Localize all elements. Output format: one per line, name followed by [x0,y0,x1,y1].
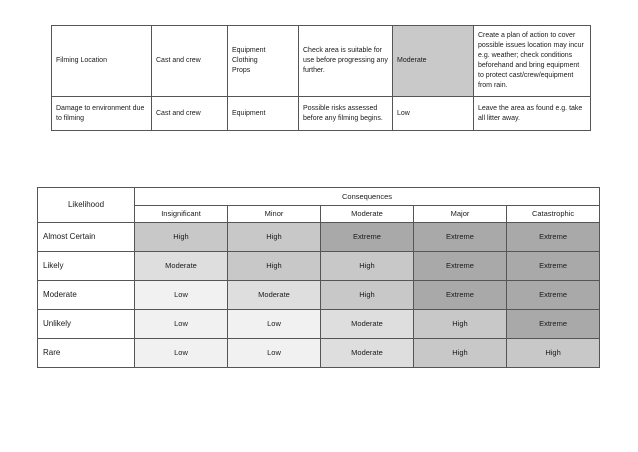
hazard-cell: Damage to environment due to filming [52,97,152,131]
risk-level-cell: Moderate [321,339,414,368]
what-item: Equipment [232,109,266,117]
who-affected-cell: Cast and crew [152,26,228,97]
risk-level-cell: High [135,223,228,252]
what-affected-cell [228,97,299,131]
consequence-label: Insignificant [135,206,228,223]
risk-matrix [37,187,600,368]
matrix-row [38,310,600,339]
risk-level-cell: Extreme [321,223,414,252]
matrix-row [38,252,600,281]
consequence-label: Catastrophic [507,206,600,223]
consequences-header: Consequences [135,188,600,206]
risk-level-cell: High [228,223,321,252]
likelihood-header: Likelihood [38,188,135,223]
risk-level-cell: High [321,252,414,281]
risk-level-cell: Low [135,310,228,339]
risk-level-cell: Extreme [507,281,600,310]
consequence-label: Minor [228,206,321,223]
control-measure-cell: Possible risks assessed before any filming begins. [299,97,393,131]
risk-level-cell: Extreme [507,310,600,339]
consequence-label: Major [414,206,507,223]
action-cell: Leave the area as found e.g. take all litter away. [474,97,591,131]
risk-level-cell: High [321,281,414,310]
consequence-label: Moderate [321,206,414,223]
risk-level-cell: Low [228,339,321,368]
risk-level-cell: High [228,252,321,281]
control-measure-cell: Check area is suitable for use before progressing any further. [299,26,393,97]
likelihood-label: Likely [38,252,135,281]
matrix-header-row [38,188,600,206]
what-item: Props [232,67,251,74]
what-affected-cell [228,26,299,97]
risk-row-environment-damage [52,97,591,131]
risk-level-cell: Extreme [507,223,600,252]
risk-level-cell: Moderate [321,310,414,339]
likelihood-label: Rare [38,339,135,368]
likelihood-label: Almost Certain [38,223,135,252]
risk-level-cell: High [414,339,507,368]
matrix-row [38,281,600,310]
likelihood-label: Moderate [38,281,135,310]
who-affected-cell: Cast and crew [152,97,228,131]
risk-level-cell: Extreme [414,252,507,281]
risk-assessment-table [51,25,591,131]
matrix-row [38,339,600,368]
risk-level-cell: Moderate [228,281,321,310]
risk-level-cell: Extreme [507,252,600,281]
action-cell: Create a plan of action to cover possible issues location may incur e.g. weather; check conditions beforehand and bring equipment to protect cast/crew/equipment from rain. [474,26,591,97]
risk-level-cell: Low [135,339,228,368]
risk-level-cell: Extreme [414,281,507,310]
risk-level-cell: Extreme [414,223,507,252]
risk-rating-cell: Moderate [393,26,474,97]
hazard-cell: Filming Location [52,26,152,97]
what-item: Equipment [232,47,266,54]
risk-level-cell: Low [135,281,228,310]
risk-row-filming-location [52,26,591,97]
likelihood-label: Unlikely [38,310,135,339]
risk-rating-cell: Low [393,97,474,131]
risk-level-cell: Moderate [135,252,228,281]
risk-level-cell: Low [228,310,321,339]
risk-level-cell: High [507,339,600,368]
risk-level-cell: High [414,310,507,339]
matrix-row [38,223,600,252]
what-item: Clothing [232,57,258,64]
